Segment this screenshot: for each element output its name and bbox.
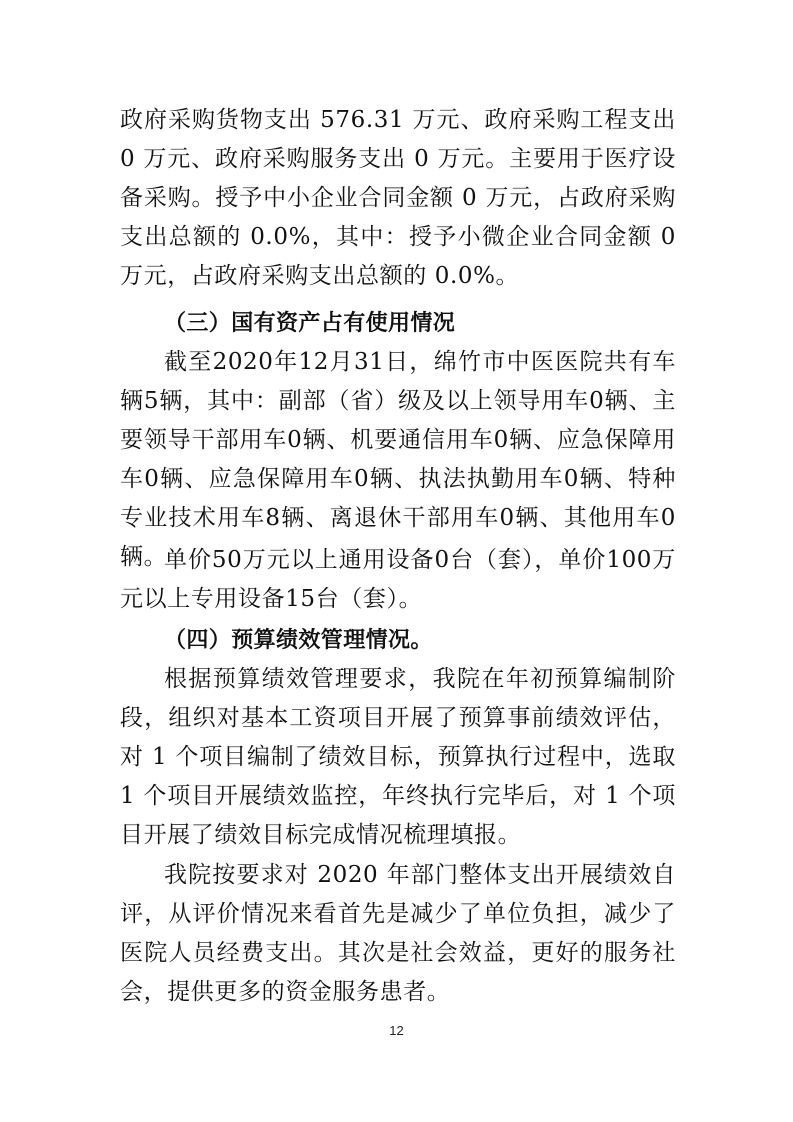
procurement-paragraph: 政府采购货物支出 576.31 万元、政府采购工程支出 0 万元、政府采购服务支出 0 万元。主要用于医疗设备采购。授予中小企业合同金额 0 万元，占政府采购支出总额的 0.0%，其中：授予小微企业合同金额 0 万元，占政府采购支出总额的 0.0%。 [120,107,676,289]
self-evaluation-paragraph: 我院按要求对 2020 年部门整体支出开展绩效自评，从评价情况来看首先是减少了单位负担，减少了医院人员经费支出。其次是社会效益，更好的服务社会，提供更多的资金服务患者。 [120,862,676,1005]
equipment-paragraph: 单价50万元以上通用设备0台（套），单价100万元以上专用设备15台（套）。 [120,547,676,612]
page-number: 12 [389,1023,404,1038]
vehicles-paragraph: 截至2020年12月31日，绵竹市中医医院共有车辆5辆，其中：副部（省）级及以上领导用车0辆、主要领导干部用车0辆、机要通信用车0辆、应急保障用车0辆、应急保障用车0辆、执法执勤用车0辆、特种专业技术用车8辆、离退休干部用车0辆、其他用车0辆。 [120,349,676,570]
performance-process-paragraph: 根据预算绩效管理要求，我院在年初预算编制阶段，组织对基本工资项目开展了预算事前绩效评估，对 1 个项目编制了绩效目标，预算执行过程中，选取 1 个项目开展绩效监控，年终执行完毕后，对 1 个项目开展了绩效目标完成情况梳理填报。 [120,666,676,848]
section-heading-performance-management: （四）预算绩效管理情况。 [164,628,433,653]
section-heading-state-assets: （三）国有资产占有使用情况 [164,311,456,336]
